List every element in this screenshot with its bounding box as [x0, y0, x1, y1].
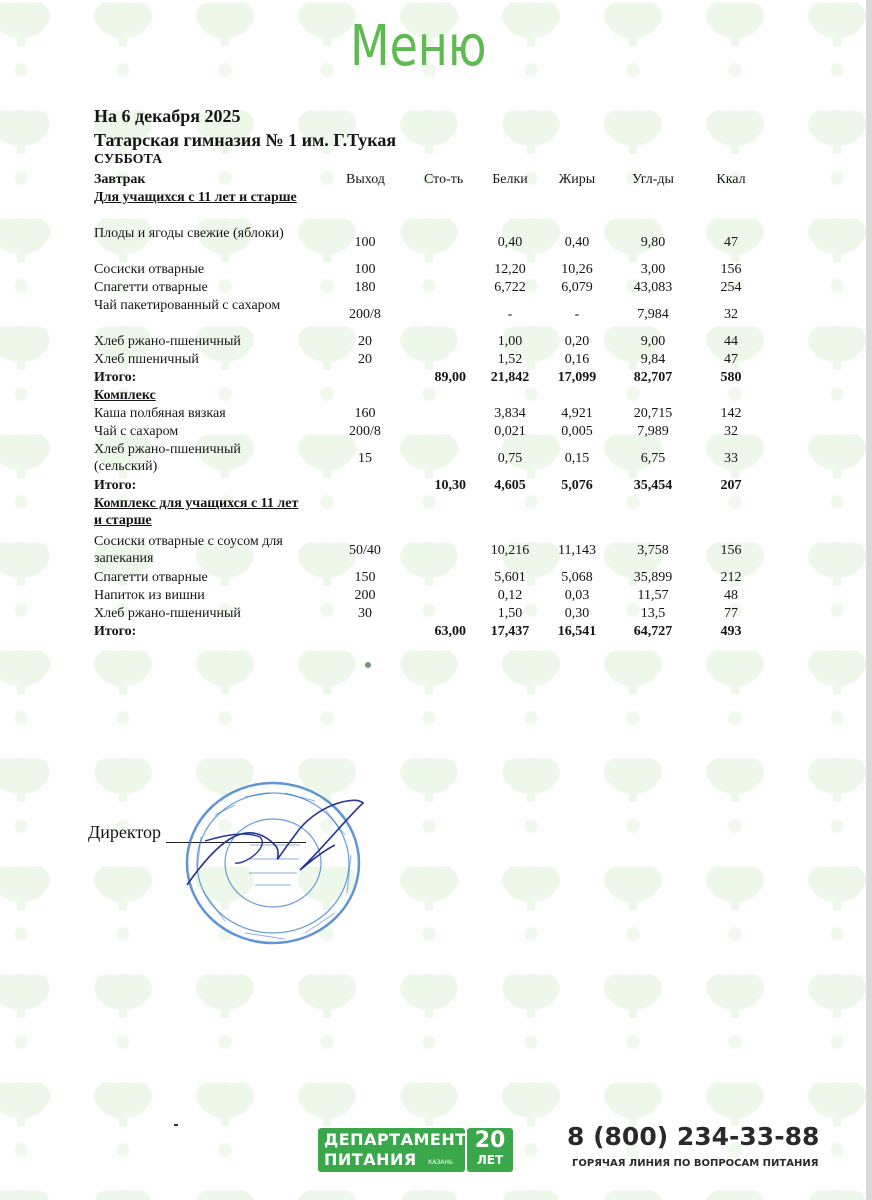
scan-mark	[174, 1124, 178, 1126]
dish-kcal: 212	[720, 570, 742, 585]
menu-title: Меню	[350, 14, 487, 79]
dish-output: 160	[354, 406, 376, 421]
dish-name: Хлеб ржано-пшеничный (сельский)	[94, 442, 241, 474]
dish-output: 200/8	[349, 307, 381, 322]
dish-kcal: 44	[724, 334, 738, 349]
dish-protein: 10,216	[490, 543, 530, 558]
dish-name: Плоды и ягоды свежие (яблоки)	[94, 226, 284, 241]
total-label: Итого:	[94, 478, 137, 493]
dish-name: Напиток из вишни	[94, 588, 205, 603]
dish-output: 150	[354, 570, 376, 585]
school-name: Татарская гимназия № 1 им. Г.Тукая	[94, 130, 397, 150]
total-protein: 4,605	[494, 478, 526, 493]
section-title: Для учащихся с 11 лет и старше	[94, 190, 297, 205]
official-stamp	[175, 775, 375, 955]
dish-output: 50/40	[349, 543, 381, 558]
total-label: Итого:	[94, 370, 137, 385]
section-title: Комплекс для учащихся с 11 лет и старше	[94, 496, 299, 528]
dish-name: Сосиски отварные	[94, 262, 205, 277]
dish-name: Хлеб ржано-пшеничный	[94, 606, 241, 621]
dish-protein: 0,12	[497, 588, 523, 603]
dish-name: Хлеб пшеничный	[94, 352, 199, 367]
dish-kcal: 142	[720, 406, 742, 421]
dish-output: 200	[354, 588, 376, 603]
dish-protein: -	[507, 307, 513, 322]
dish-fat: 10,26	[561, 262, 593, 277]
dish-kcal: 156	[720, 543, 742, 558]
dish-name: Чай пакетированный с сахаром	[94, 298, 281, 313]
total-cost: 63,00	[434, 624, 466, 639]
dish-fat: 11,143	[558, 543, 596, 558]
dish-name: Хлеб ржано-пшеничный	[94, 334, 241, 349]
dish-fat: -	[574, 307, 580, 322]
dish-protein: 1,50	[497, 606, 523, 621]
dish-protein: 12,20	[494, 262, 526, 277]
dish-carbs: 9,80	[640, 235, 666, 250]
dish-fat: 0,20	[564, 334, 590, 349]
dish-fat: 5,068	[561, 570, 593, 585]
dish-output: 20	[358, 334, 372, 349]
dish-output: 100	[354, 235, 376, 250]
dish-kcal: 48	[724, 588, 738, 603]
total-carbs: 82,707	[633, 370, 673, 385]
day-of-week: СУББОТА	[94, 152, 163, 167]
dish-carbs: 7,984	[637, 307, 669, 322]
dish-carbs: 43,083	[633, 280, 673, 295]
total-carbs: 35,454	[633, 478, 673, 493]
col-cost: Сто-ть	[424, 172, 464, 187]
logo-city: КАЗАНЬ	[428, 1159, 453, 1166]
dish-carbs: 11,57	[637, 588, 669, 603]
director-label: Директор	[88, 822, 162, 842]
dish-kcal: 47	[724, 235, 738, 250]
dish-protein: 5,601	[494, 570, 526, 585]
dish-protein: 0,75	[497, 451, 523, 466]
dish-protein: 6,722	[494, 280, 526, 295]
total-fat: 17,099	[557, 370, 597, 385]
col-kcal: Ккал	[716, 172, 746, 187]
col-fat: Жиры	[558, 172, 596, 187]
total-fat: 5,076	[561, 478, 593, 493]
dish-output: 15	[358, 451, 372, 466]
total-kcal: 580	[720, 370, 742, 385]
dish-fat: 0,005	[561, 424, 593, 439]
dish-carbs: 9,84	[640, 352, 666, 367]
dish-kcal: 156	[720, 262, 742, 277]
dish-fat: 0,16	[564, 352, 590, 367]
dish-carbs: 3,00	[640, 262, 666, 277]
total-label: Итого:	[94, 624, 137, 639]
dish-protein: 0,021	[494, 424, 526, 439]
dish-carbs: 7,989	[637, 424, 669, 439]
dish-protein: 1,52	[497, 352, 523, 367]
dish-fat: 4,921	[561, 406, 593, 421]
col-output: Выход	[346, 172, 385, 187]
col-carbs: Угл-ды	[632, 172, 674, 187]
dish-output: 100	[354, 262, 376, 277]
dish-fat: 0,40	[564, 235, 590, 250]
total-fat: 16,541	[557, 624, 597, 639]
scan-edge	[866, 0, 872, 1200]
dish-protein: 1,00	[497, 334, 523, 349]
dish-output: 30	[358, 606, 372, 621]
dish-carbs: 13,5	[640, 606, 666, 621]
dish-name: Сосиски отварные с соусом для запекания	[94, 534, 283, 566]
anniversary-years: 20	[474, 1128, 506, 1153]
hotline-caption: ГОРЯЧАЯ ЛИНИЯ ПО ВОПРОСАМ ПИТАНИЯ	[572, 1158, 819, 1169]
dish-output: 20	[358, 352, 372, 367]
dish-protein: 0,40	[497, 235, 523, 250]
dish-carbs: 3,758	[637, 543, 669, 558]
total-kcal: 207	[720, 478, 742, 493]
dish-carbs: 6,75	[640, 451, 666, 466]
dish-fat: 0,30	[564, 606, 590, 621]
dish-kcal: 33	[724, 451, 738, 466]
dish-name: Спагетти отварные	[94, 280, 208, 295]
total-protein: 21,842	[490, 370, 530, 385]
dish-carbs: 35,899	[633, 570, 673, 585]
total-carbs: 64,727	[633, 624, 673, 639]
dish-output: 180	[354, 280, 376, 295]
total-cost: 10,30	[434, 478, 466, 493]
total-cost: 89,00	[434, 370, 466, 385]
logo-line1: ДЕПАРТАМЕНТ	[324, 1130, 467, 1149]
dish-kcal: 254	[720, 280, 742, 295]
dish-fat: 0,03	[564, 588, 590, 603]
dish-name: Спагетти отварные	[94, 570, 208, 585]
dish-kcal: 32	[724, 307, 738, 322]
logo-line2: ПИТАНИЯ	[324, 1150, 417, 1169]
ink-dot	[365, 662, 371, 668]
dish-output: 200/8	[349, 424, 381, 439]
total-kcal: 493	[720, 624, 742, 639]
section-title: Комплекс	[94, 388, 156, 403]
col-protein: Белки	[492, 172, 528, 187]
dish-name: Чай с сахаром	[94, 424, 179, 439]
dish-carbs: 20,715	[633, 406, 673, 421]
dish-kcal: 77	[724, 606, 738, 621]
dish-name: Каша полбяная вязкая	[94, 406, 226, 421]
dish-kcal: 47	[724, 352, 738, 367]
anniversary-label: ЛЕТ	[476, 1153, 504, 1167]
hotline-phone: 8 (800) 234-33-88	[567, 1122, 820, 1151]
dish-kcal: 32	[724, 424, 738, 439]
menu-date: На 6 декабря 2025	[94, 106, 241, 126]
total-protein: 17,437	[490, 624, 530, 639]
meal-label: Завтрак	[94, 172, 146, 187]
dish-fat: 6,079	[561, 280, 593, 295]
dish-fat: 0,15	[564, 451, 590, 466]
dish-protein: 3,834	[494, 406, 526, 421]
dish-carbs: 9,00	[640, 334, 666, 349]
